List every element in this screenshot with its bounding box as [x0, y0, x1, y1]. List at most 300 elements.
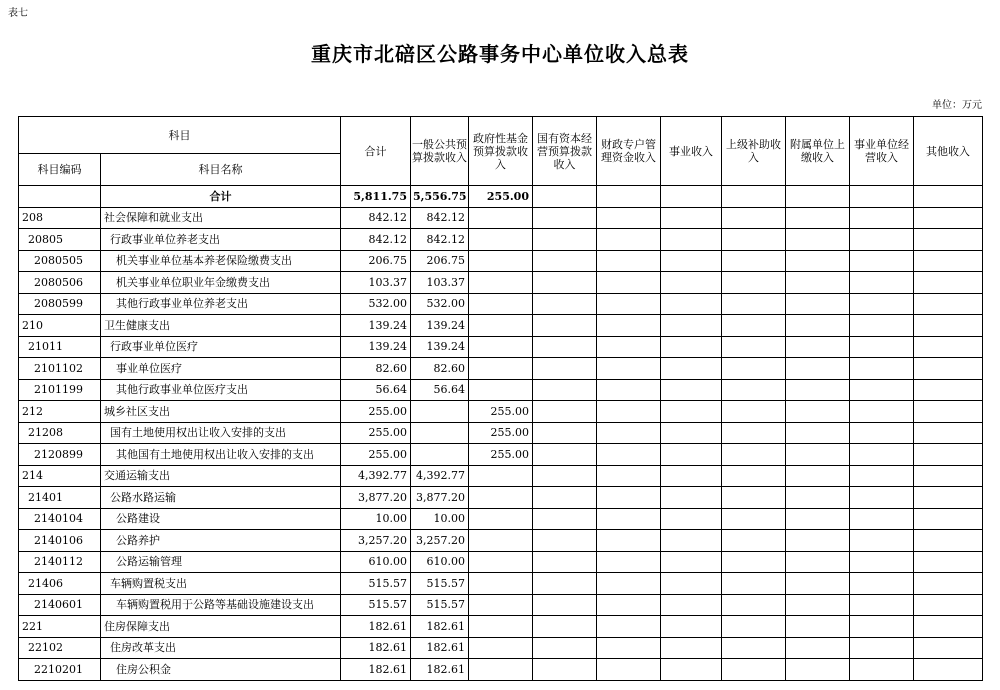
- empty-cell: [597, 401, 661, 423]
- amount-gov-fund: [469, 616, 533, 638]
- empty-cell: [850, 272, 914, 294]
- empty-cell: [914, 186, 983, 208]
- amount-total: 255.00: [341, 401, 411, 423]
- empty-cell: [722, 487, 786, 509]
- empty-cell: [850, 637, 914, 659]
- table-row: [19, 594, 983, 616]
- amount-total: 255.00: [341, 444, 411, 466]
- empty-cell: [850, 315, 914, 337]
- table-number-tag: 表七: [8, 8, 28, 19]
- empty-cell: [850, 250, 914, 272]
- total-fund: 255.00: [469, 186, 533, 208]
- empty-cell: [850, 508, 914, 530]
- empty-cell: [786, 444, 850, 466]
- empty-cell: [786, 186, 850, 208]
- empty-cell: [533, 573, 597, 595]
- empty-cell: [914, 207, 983, 229]
- empty-cell: [914, 573, 983, 595]
- header-col-state-capital: 国有资本经营预算拨款收入: [533, 117, 597, 186]
- empty-cell: [786, 315, 850, 337]
- amount-gov-fund: [469, 293, 533, 315]
- empty-cell: [722, 573, 786, 595]
- amount-gov-fund: 255.00: [469, 444, 533, 466]
- empty-cell: [850, 401, 914, 423]
- empty-cell: [786, 573, 850, 595]
- empty-cell: [850, 358, 914, 380]
- empty-cell: [850, 379, 914, 401]
- total-sum: 5,811.75: [341, 186, 411, 208]
- empty-cell: [533, 207, 597, 229]
- empty-cell: [722, 336, 786, 358]
- amount-gov-fund: [469, 508, 533, 530]
- empty-cell: [914, 401, 983, 423]
- empty-cell: [661, 530, 722, 552]
- empty-cell: [661, 207, 722, 229]
- table-row: [19, 379, 983, 401]
- header-col-business-income: 事业收入: [661, 117, 722, 186]
- amount-total: 515.57: [341, 573, 411, 595]
- table-row: [19, 637, 983, 659]
- amount-gov-fund: [469, 659, 533, 681]
- empty-cell: [597, 315, 661, 337]
- subject-name: 事业单位医疗: [101, 358, 341, 380]
- empty-cell: [914, 637, 983, 659]
- subject-name: 公路建设: [101, 508, 341, 530]
- amount-general-budget: 842.12: [411, 229, 469, 251]
- table-row: [19, 315, 983, 337]
- empty-cell: [914, 422, 983, 444]
- empty-cell: [914, 315, 983, 337]
- empty-cell: [722, 594, 786, 616]
- table-row: [19, 465, 983, 487]
- amount-gov-fund: [469, 250, 533, 272]
- empty-cell: [661, 659, 722, 681]
- empty-cell: [661, 229, 722, 251]
- header-col-superior-subsidy: 上级补助收入: [722, 117, 786, 186]
- subject-name: 公路运输管理: [101, 551, 341, 573]
- empty-cell: [914, 551, 983, 573]
- amount-total: 842.12: [341, 229, 411, 251]
- empty-cell: [661, 594, 722, 616]
- empty-cell: [914, 229, 983, 251]
- empty-cell: [722, 293, 786, 315]
- empty-cell: [722, 444, 786, 466]
- amount-general-budget: 10.00: [411, 508, 469, 530]
- empty-cell: [786, 207, 850, 229]
- empty-cell: [661, 637, 722, 659]
- empty-cell: [850, 229, 914, 251]
- subject-name: 交通运输支出: [101, 465, 341, 487]
- empty-cell: [597, 508, 661, 530]
- empty-cell: [786, 508, 850, 530]
- empty-cell: [722, 250, 786, 272]
- empty-cell: [533, 336, 597, 358]
- empty-cell: [661, 250, 722, 272]
- empty-cell: [597, 358, 661, 380]
- amount-total: 139.24: [341, 315, 411, 337]
- empty-cell: [533, 272, 597, 294]
- empty-cell: [597, 293, 661, 315]
- subject-name: 住房改革支出: [101, 637, 341, 659]
- empty-cell: [850, 186, 914, 208]
- empty-cell: [533, 487, 597, 509]
- subject-name: 城乡社区支出: [101, 401, 341, 423]
- empty-cell: [533, 250, 597, 272]
- amount-total: 10.00: [341, 508, 411, 530]
- amount-general-budget: 182.61: [411, 659, 469, 681]
- amount-total: 206.75: [341, 250, 411, 272]
- empty-cell: [661, 272, 722, 294]
- header-col-subsidiary-remit: 附属单位上缴收入: [786, 117, 850, 186]
- empty-cell: [661, 358, 722, 380]
- empty-cell: [533, 637, 597, 659]
- amount-general-budget: 842.12: [411, 207, 469, 229]
- empty-cell: [722, 358, 786, 380]
- empty-cell: [533, 379, 597, 401]
- empty-cell: [850, 444, 914, 466]
- table-row: [19, 444, 983, 466]
- subject-code: 2101102: [19, 358, 101, 380]
- amount-total: 182.61: [341, 637, 411, 659]
- empty-cell: [914, 465, 983, 487]
- amount-gov-fund: [469, 487, 533, 509]
- amount-general-budget: 56.64: [411, 379, 469, 401]
- empty-cell: [786, 530, 850, 552]
- amount-gov-fund: [469, 207, 533, 229]
- empty-cell: [850, 573, 914, 595]
- amount-general-budget: 4,392.77: [411, 465, 469, 487]
- subject-name: 车辆购置税用于公路等基础设施建设支出: [101, 594, 341, 616]
- table-row: [19, 659, 983, 681]
- header-col-total: 合计: [341, 117, 411, 186]
- table-row: [19, 616, 983, 638]
- amount-total: 182.61: [341, 616, 411, 638]
- empty-cell: [722, 465, 786, 487]
- empty-cell: [722, 272, 786, 294]
- empty-cell: [661, 573, 722, 595]
- subject-code: 2140104: [19, 508, 101, 530]
- amount-total: 610.00: [341, 551, 411, 573]
- amount-gov-fund: [469, 229, 533, 251]
- empty-cell: [533, 358, 597, 380]
- empty-cell: [661, 379, 722, 401]
- amount-general-budget: 82.60: [411, 358, 469, 380]
- empty-cell: [914, 444, 983, 466]
- empty-cell: [786, 250, 850, 272]
- table-row: [19, 358, 983, 380]
- empty-cell: [722, 508, 786, 530]
- subject-code: 212: [19, 401, 101, 423]
- empty-cell: [914, 272, 983, 294]
- amount-general-budget: 610.00: [411, 551, 469, 573]
- header-subject: 科目: [19, 117, 341, 154]
- empty-cell: [786, 379, 850, 401]
- empty-cell: [722, 186, 786, 208]
- empty-cell: [597, 487, 661, 509]
- empty-cell: [533, 229, 597, 251]
- empty-cell: [597, 616, 661, 638]
- amount-total: 4,392.77: [341, 465, 411, 487]
- amount-gov-fund: [469, 594, 533, 616]
- table-row: [19, 229, 983, 251]
- empty-cell: [661, 508, 722, 530]
- amount-gov-fund: [469, 551, 533, 573]
- empty-cell: [786, 659, 850, 681]
- empty-cell: [597, 594, 661, 616]
- amount-general-budget: 139.24: [411, 336, 469, 358]
- subject-name: 行政事业单位医疗: [101, 336, 341, 358]
- empty-cell: [661, 487, 722, 509]
- empty-cell: [786, 293, 850, 315]
- empty-cell: [597, 573, 661, 595]
- subject-name: 机关事业单位职业年金缴费支出: [101, 272, 341, 294]
- empty-cell: [850, 207, 914, 229]
- empty-cell: [533, 465, 597, 487]
- empty-cell: [533, 422, 597, 444]
- header-col-general-budget: 一般公共预算拨款收入: [411, 117, 469, 186]
- amount-general-budget: 3,257.20: [411, 530, 469, 552]
- empty-cell: [850, 465, 914, 487]
- amount-total: 103.37: [341, 272, 411, 294]
- empty-cell: [597, 637, 661, 659]
- empty-cell: [533, 616, 597, 638]
- empty-cell: [786, 487, 850, 509]
- subject-name: 公路养护: [101, 530, 341, 552]
- header-name: 科目名称: [101, 154, 341, 186]
- empty-cell: [597, 444, 661, 466]
- empty-cell: [850, 293, 914, 315]
- subject-code: 21401: [19, 487, 101, 509]
- table-row: [19, 573, 983, 595]
- table-row: [19, 487, 983, 509]
- subject-code: 2140601: [19, 594, 101, 616]
- empty-cell: [597, 659, 661, 681]
- amount-general-budget: 182.61: [411, 637, 469, 659]
- amount-gov-fund: 255.00: [469, 422, 533, 444]
- amount-general-budget: 206.75: [411, 250, 469, 272]
- empty-cell: [533, 293, 597, 315]
- amount-total: 182.61: [341, 659, 411, 681]
- empty-cell: [850, 616, 914, 638]
- subject-code: 21406: [19, 573, 101, 595]
- empty-cell: [661, 616, 722, 638]
- empty-cell: [914, 293, 983, 315]
- amount-general-budget: 182.61: [411, 616, 469, 638]
- subject-code: 221: [19, 616, 101, 638]
- amount-gov-fund: [469, 465, 533, 487]
- empty-cell: [722, 659, 786, 681]
- subject-name: 其他行政事业单位养老支出: [101, 293, 341, 315]
- total-code: [19, 186, 101, 208]
- amount-total: 532.00: [341, 293, 411, 315]
- empty-cell: [786, 551, 850, 573]
- empty-cell: [850, 530, 914, 552]
- empty-cell: [786, 594, 850, 616]
- empty-cell: [533, 659, 597, 681]
- amount-gov-fund: [469, 530, 533, 552]
- empty-cell: [533, 551, 597, 573]
- subject-name: 国有土地使用权出让收入安排的支出: [101, 422, 341, 444]
- empty-cell: [661, 293, 722, 315]
- empty-cell: [850, 336, 914, 358]
- table-row: [19, 293, 983, 315]
- empty-cell: [597, 186, 661, 208]
- total-label: 合计: [101, 186, 341, 208]
- subject-code: 2140112: [19, 551, 101, 573]
- amount-total: 255.00: [341, 422, 411, 444]
- subject-name: 机关事业单位基本养老保险缴费支出: [101, 250, 341, 272]
- amount-gov-fund: [469, 573, 533, 595]
- empty-cell: [914, 659, 983, 681]
- empty-cell: [597, 465, 661, 487]
- empty-cell: [533, 401, 597, 423]
- amount-total: 56.64: [341, 379, 411, 401]
- empty-cell: [661, 336, 722, 358]
- subject-code: 2080599: [19, 293, 101, 315]
- empty-cell: [786, 637, 850, 659]
- header-col-operating-income: 事业单位经营收入: [850, 117, 914, 186]
- table-row: [19, 401, 983, 423]
- empty-cell: [722, 551, 786, 573]
- empty-cell: [722, 315, 786, 337]
- empty-cell: [850, 659, 914, 681]
- subject-code: 2080505: [19, 250, 101, 272]
- amount-total: 3,877.20: [341, 487, 411, 509]
- amount-general-budget: 103.37: [411, 272, 469, 294]
- empty-cell: [786, 401, 850, 423]
- empty-cell: [661, 315, 722, 337]
- empty-cell: [850, 551, 914, 573]
- total-row: [19, 186, 983, 208]
- empty-cell: [914, 616, 983, 638]
- table-row: [19, 551, 983, 573]
- empty-cell: [661, 422, 722, 444]
- subject-name: 公路水路运输: [101, 487, 341, 509]
- amount-total: 82.60: [341, 358, 411, 380]
- empty-cell: [597, 379, 661, 401]
- empty-cell: [597, 530, 661, 552]
- subject-name: 住房公积金: [101, 659, 341, 681]
- table-row: [19, 336, 983, 358]
- amount-general-budget: 515.57: [411, 573, 469, 595]
- empty-cell: [786, 358, 850, 380]
- header-col-gov-fund: 政府性基金预算拨款收入: [469, 117, 533, 186]
- subject-code: 2120899: [19, 444, 101, 466]
- empty-cell: [722, 207, 786, 229]
- table-row: [19, 530, 983, 552]
- empty-cell: [597, 272, 661, 294]
- empty-cell: [850, 594, 914, 616]
- amount-total: 3,257.20: [341, 530, 411, 552]
- empty-cell: [597, 551, 661, 573]
- subject-name: 卫生健康支出: [101, 315, 341, 337]
- amount-gov-fund: [469, 637, 533, 659]
- empty-cell: [661, 551, 722, 573]
- empty-cell: [597, 336, 661, 358]
- subject-name: 其他行政事业单位医疗支出: [101, 379, 341, 401]
- empty-cell: [533, 444, 597, 466]
- empty-cell: [533, 508, 597, 530]
- unit-label: 单位：万元: [932, 100, 982, 111]
- total-general: 5,556.75: [411, 186, 469, 208]
- empty-cell: [533, 315, 597, 337]
- empty-cell: [661, 465, 722, 487]
- amount-gov-fund: [469, 315, 533, 337]
- subject-code: 21011: [19, 336, 101, 358]
- subject-code: 210: [19, 315, 101, 337]
- amount-gov-fund: [469, 358, 533, 380]
- empty-cell: [722, 401, 786, 423]
- subject-code: 21208: [19, 422, 101, 444]
- empty-cell: [533, 186, 597, 208]
- amount-total: 515.57: [341, 594, 411, 616]
- subject-code: 2080506: [19, 272, 101, 294]
- empty-cell: [661, 186, 722, 208]
- subject-code: 2140106: [19, 530, 101, 552]
- empty-cell: [786, 616, 850, 638]
- subject-code: 2210201: [19, 659, 101, 681]
- empty-cell: [597, 422, 661, 444]
- empty-cell: [722, 379, 786, 401]
- empty-cell: [722, 422, 786, 444]
- subject-code: 20805: [19, 229, 101, 251]
- header-col-special-account: 财政专户管理资金收入: [597, 117, 661, 186]
- empty-cell: [786, 465, 850, 487]
- amount-general-budget: 515.57: [411, 594, 469, 616]
- empty-cell: [850, 487, 914, 509]
- subject-name: 住房保障支出: [101, 616, 341, 638]
- empty-cell: [533, 594, 597, 616]
- table-row: [19, 422, 983, 444]
- amount-general-budget: 532.00: [411, 293, 469, 315]
- empty-cell: [786, 272, 850, 294]
- subject-name: 其他国有土地使用权出让收入安排的支出: [101, 444, 341, 466]
- empty-cell: [786, 336, 850, 358]
- empty-cell: [533, 530, 597, 552]
- empty-cell: [914, 594, 983, 616]
- table-row: [19, 207, 983, 229]
- amount-general-budget: 139.24: [411, 315, 469, 337]
- empty-cell: [597, 207, 661, 229]
- empty-cell: [722, 637, 786, 659]
- amount-total: 842.12: [341, 207, 411, 229]
- empty-cell: [722, 530, 786, 552]
- table-row: [19, 250, 983, 272]
- empty-cell: [597, 250, 661, 272]
- subject-code: 208: [19, 207, 101, 229]
- header-row-1: [19, 117, 983, 154]
- income-summary-table: [18, 116, 983, 681]
- empty-cell: [914, 508, 983, 530]
- page-title: 重庆市北碚区公路事务中心单位收入总表: [311, 42, 689, 66]
- amount-general-budget: [411, 422, 469, 444]
- subject-name: 车辆购置税支出: [101, 573, 341, 595]
- amount-gov-fund: [469, 379, 533, 401]
- empty-cell: [914, 530, 983, 552]
- amount-general-budget: [411, 444, 469, 466]
- empty-cell: [661, 444, 722, 466]
- empty-cell: [914, 487, 983, 509]
- empty-cell: [914, 250, 983, 272]
- empty-cell: [914, 336, 983, 358]
- header-col-other-income: 其他收入: [914, 117, 983, 186]
- empty-cell: [786, 229, 850, 251]
- amount-gov-fund: [469, 336, 533, 358]
- empty-cell: [661, 401, 722, 423]
- subject-code: 22102: [19, 637, 101, 659]
- empty-cell: [722, 616, 786, 638]
- empty-cell: [597, 229, 661, 251]
